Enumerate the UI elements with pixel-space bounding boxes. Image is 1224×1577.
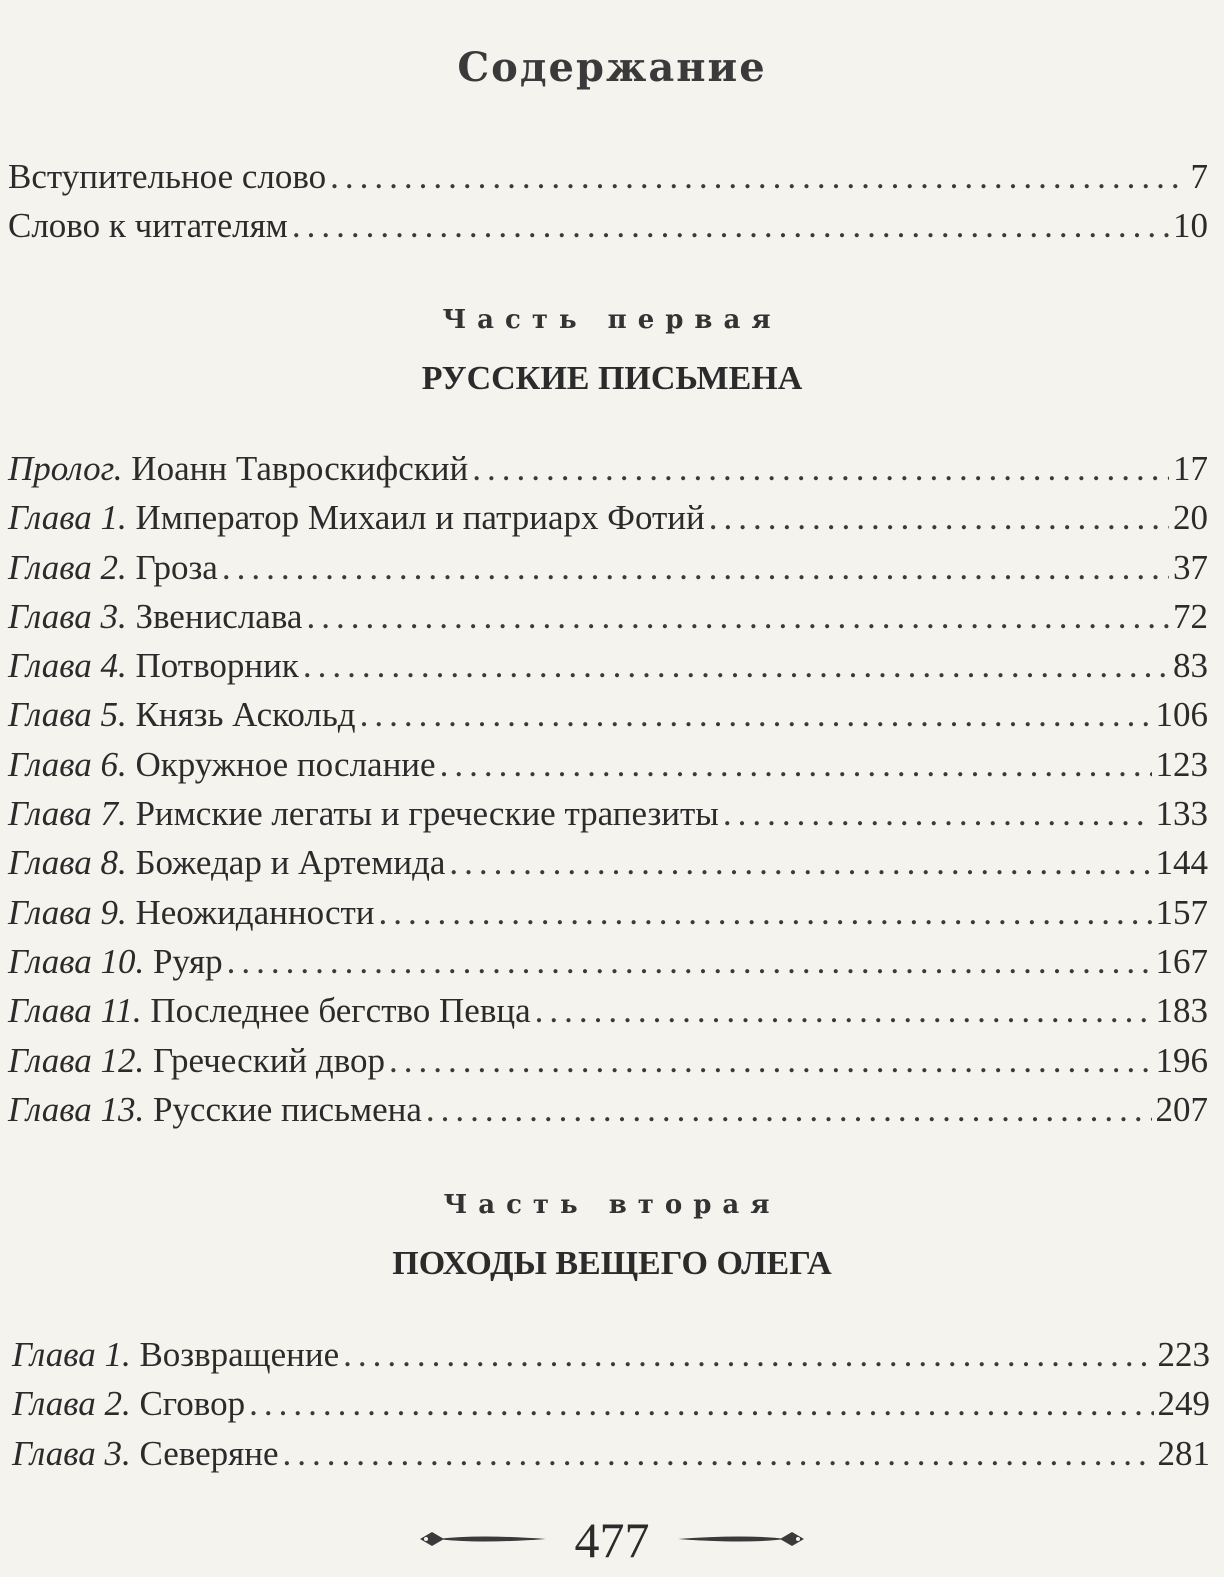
toc-entry[interactable] (8, 937, 1208, 986)
toc-entry-chapter: Глава 8. (8, 843, 127, 883)
toc-entry[interactable] (8, 1085, 1208, 1134)
toc-entry-label: Князь Аскольд (135, 695, 356, 735)
dot-leader (472, 444, 1169, 493)
toc-entry[interactable] (8, 444, 1208, 493)
toc-entry[interactable] (8, 888, 1208, 937)
toc-entry[interactable] (8, 543, 1208, 592)
dot-leader (709, 493, 1169, 542)
toc-entry-label: Слово к читателям (8, 206, 288, 246)
dot-leader (303, 641, 1169, 690)
toc-entry-chapter: Глава 12. (8, 1040, 145, 1080)
toc-entry[interactable] (8, 986, 1208, 1035)
toc-entry-page: 207 (1155, 1089, 1208, 1129)
toc-entry[interactable] (8, 690, 1208, 739)
dot-leader (292, 201, 1169, 250)
toc-entry-chapter: Глава 3. (12, 1433, 131, 1473)
toc-entry-chapter: Глава 6. (8, 744, 127, 784)
toc-entry[interactable] (8, 1036, 1208, 1085)
dot-leader (343, 1330, 1153, 1379)
part-one-list (8, 444, 1208, 1134)
toc-entry-label: Божедар и Артемида (135, 843, 446, 883)
toc-entry-page: 106 (1155, 695, 1208, 735)
toc-entry-label: Греческий двор (152, 1040, 385, 1080)
toc-entry-chapter: Глава 1. (12, 1335, 131, 1374)
toc-entry-label: Русские письмена (152, 1089, 422, 1129)
page-footer (0, 1510, 1224, 1570)
dot-leader (249, 1379, 1153, 1428)
toc-entry-chapter: Глава 10. (8, 941, 145, 981)
toc-entry[interactable] (8, 740, 1208, 789)
toc-entry-label: Звенислава (135, 596, 303, 636)
toc-entry-page: 133 (1155, 794, 1208, 834)
toc-entry-label: Гроза (135, 547, 218, 587)
dot-leader (723, 789, 1152, 838)
toc-entry-page: 37 (1173, 547, 1208, 587)
toc-entry-label: Окружное послание (135, 744, 436, 784)
toc-entry-page: 7 (1190, 157, 1208, 196)
toc-entry-page: 72 (1173, 596, 1208, 636)
toc-entry[interactable] (8, 789, 1208, 838)
part-two-title: ПОХОДЫ ВЕЩЕГО ОЛЕГА (392, 1245, 832, 1282)
contents-title: Содержание (457, 44, 767, 91)
toc-entry-page: 83 (1173, 646, 1208, 686)
toc-entry[interactable] (12, 1330, 1210, 1379)
part-one-heading: Часть первая (442, 305, 782, 335)
toc-entry[interactable] (8, 641, 1208, 690)
page-number: 477 (574, 1512, 650, 1568)
toc-entry-page: 183 (1155, 991, 1208, 1031)
toc-entry-label: Возвращение (139, 1335, 340, 1374)
toc-entry-page: 249 (1157, 1384, 1210, 1424)
toc-entry-label: Неожиданности (135, 892, 375, 932)
toc-entry[interactable] (12, 1379, 1210, 1428)
dot-leader (440, 740, 1152, 789)
toc-entry-page: 223 (1157, 1335, 1210, 1374)
dot-leader (535, 986, 1152, 1035)
toc-entry-chapter: Глава 4. (8, 646, 127, 686)
toc-entry-chapter: Пролог. (8, 449, 123, 488)
dot-leader (379, 888, 1152, 937)
toc-entry-chapter: Глава 2. (8, 547, 127, 587)
dot-leader (389, 1036, 1152, 1085)
toc-entry[interactable] (8, 201, 1208, 250)
toc-entry-chapter: Глава 5. (8, 695, 127, 735)
part-two-heading: Часть вторая (443, 1190, 781, 1220)
toc-entry-page: 167 (1155, 941, 1208, 981)
toc-entry-page: 144 (1155, 843, 1208, 883)
dot-leader (449, 838, 1151, 887)
toc-entry-label: Император Михаил и патриарх Фотий (135, 498, 705, 538)
toc-entry-chapter: Глава 13. (8, 1089, 145, 1129)
toc-entry[interactable] (8, 838, 1208, 887)
toc-entry-label: Римские легаты и греческие трапезиты (135, 794, 719, 834)
toc-entry-label: Последнее бегство Певца (150, 991, 531, 1031)
toc-entry[interactable] (8, 493, 1208, 542)
toc-entry-chapter: Глава 2. (12, 1384, 131, 1424)
toc-entry-page: 123 (1155, 744, 1208, 784)
toc-entry-chapter: Глава 7. (8, 794, 127, 834)
toc-entry[interactable] (12, 1429, 1210, 1478)
dot-leader (360, 690, 1152, 739)
toc-entry[interactable] (8, 592, 1208, 641)
toc-entry-chapter: Глава 9. (8, 892, 127, 932)
intro-list (8, 152, 1208, 251)
toc-entry-label: Иоанн Тавроскифский (131, 449, 469, 488)
toc-entry-page: 20 (1173, 498, 1208, 538)
toc-entry-page: 10 (1173, 206, 1208, 246)
dot-leader (330, 152, 1186, 201)
dot-leader (426, 1085, 1152, 1134)
toc-entry-chapter: Глава 3. (8, 596, 127, 636)
right-ornament-icon (676, 1528, 806, 1550)
dot-leader (282, 1429, 1153, 1478)
toc-entry-label: Потворник (135, 646, 299, 686)
toc-entry-label: Руяр (152, 941, 223, 981)
part-one-title: РУССКИЕ ПИСЬМЕНА (421, 360, 803, 397)
dot-leader (227, 937, 1152, 986)
toc-entry-page: 157 (1155, 892, 1208, 932)
dot-leader (222, 543, 1169, 592)
toc-entry-page: 281 (1157, 1433, 1210, 1473)
part-two-list (12, 1330, 1210, 1478)
toc-entry-chapter: Глава 1. (8, 498, 127, 538)
toc-entry-label: Северяне (139, 1433, 279, 1473)
toc-entry-label: Вступительное слово (8, 157, 327, 196)
toc-entry-label: Сговор (139, 1384, 246, 1424)
toc-entry-page: 196 (1155, 1040, 1208, 1080)
toc-entry-page: 17 (1173, 449, 1208, 488)
toc-entry[interactable] (8, 152, 1208, 201)
toc-entry-chapter: Глава 11. (8, 991, 142, 1031)
dot-leader (306, 592, 1169, 641)
